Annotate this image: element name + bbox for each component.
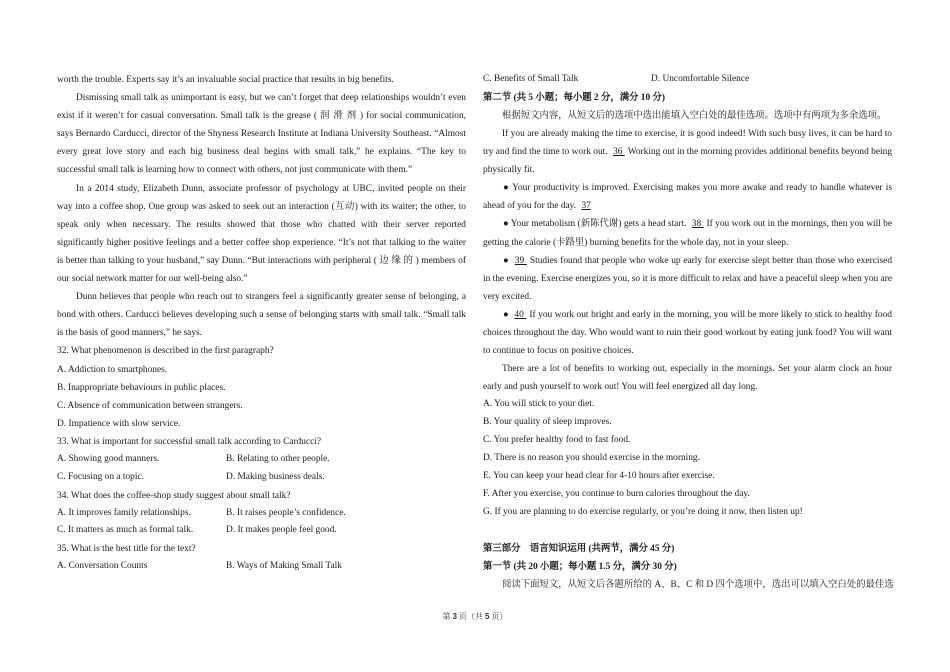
part-heading: 第三部分 语言知识运用 (共两节，满分 45 分) xyxy=(483,543,675,554)
blank-39: 39 xyxy=(514,255,527,266)
option-c: C. Absence of communication between strangers. xyxy=(57,400,243,411)
options-row xyxy=(57,451,466,469)
question-35 xyxy=(57,540,466,576)
bullet-icon: ● xyxy=(503,255,512,266)
question-stem: 32. What phenomenon is described in the first paragraph? xyxy=(57,346,274,357)
option-a: A. Conversation Counts xyxy=(57,561,148,572)
options-row-continued xyxy=(483,71,892,89)
question-stem: 34. What does the coffee-shop study suggest about small talk? xyxy=(57,490,291,501)
question-32 xyxy=(57,342,466,432)
passage-paragraph: In a 2014 study, Elizabeth Dunn, associate professor of psychology at UBC, invited people on their way into a coffee shop. One group was asked to seek out an interaction (互动) with its waiter; the other, to speak only when necessary. The results showed that those who chatted with their server reported significantly higher positive feelings and a better coffee shop experience. “It’s not that talking to the waiter is better than talking to your husband,” say Dunn. “But interactions with peripheral ( 边 缘 的 ) members of our social network matter for our well-being also.” xyxy=(57,183,466,285)
option-b: B. Relating to other people. xyxy=(226,453,330,464)
option-c: C. Benefits of Small Talk xyxy=(483,74,579,84)
bullet-text: ● Your metabolism (新陈代谢) gets a head start. xyxy=(503,219,689,230)
option-d: D. Making business deals. xyxy=(226,471,325,482)
question-33 xyxy=(57,433,466,487)
footer-middle: 页（共 xyxy=(457,612,485,621)
option-d: D. Uncomfortable Silence xyxy=(651,74,750,84)
bullet-text: If you work out in the mornings, then you will be getting the calorie (卡路里) burning benefits for the whole day, not in your sleep. xyxy=(483,219,893,248)
spacer xyxy=(483,522,892,540)
option-d: D. It makes people feel good. xyxy=(226,525,337,536)
section-instruction: 阅读下面短文，从短文后各题所给的 A、B、C 和 D 四个选项中，选出可以填入空白处的最佳选 xyxy=(502,579,894,590)
choice-d: D. There is no reason you should exercise in the morning. xyxy=(483,453,700,464)
page-total: 5 xyxy=(485,612,490,621)
choice-c: C. You prefer healthy food to fast food. xyxy=(483,435,631,446)
choice-f: F. After you exercise, you continue to burn calories throughout the day. xyxy=(483,488,750,499)
choice-g: G. If you are planning to do exercise regularly, or you’re doing it now, then listen up! xyxy=(483,506,803,517)
intro-text: If you are already making the time to exercise, it is good indeed! With such busy lives, it can be hard to try and find the time to work out. xyxy=(483,128,892,158)
question-stem: 33. What is important for successful small talk according to Carducci? xyxy=(57,436,322,447)
passage-paragraph: Dismissing small talk as unimportant is easy, but we can’t forget that deep relationships wouldn’t even exist if it weren’t for casual conversation. Small talk is the grease ( 润 滑 剂 ) for social communication, says Bernardo Carducci, director of the Shyness Research Institute at Indiana University Southeast. “Almost every great love story and each big business deal begins with small talk,” he explains. “The key to successful small talk is learning how to connect with others, not just communicate with them.” xyxy=(57,93,466,176)
blank-37: 37 xyxy=(581,201,591,212)
option-c: C. It matters as much as formal talk. xyxy=(57,525,194,536)
option-a: A. Addiction to smartphones. xyxy=(57,364,168,375)
blank-40: 40 xyxy=(514,309,527,320)
options-row xyxy=(57,505,466,523)
options-row xyxy=(57,522,466,540)
question-stem: 35. What is the best title for the text? xyxy=(57,544,196,555)
answer-choices xyxy=(483,396,892,521)
options-row xyxy=(57,558,466,576)
option-b: B. Inappropriate behaviours in public places. xyxy=(57,382,226,393)
passage-paragraph-continued: worth the trouble. Experts say it’s an invaluable social practice that results in big benefits. xyxy=(57,75,394,85)
passage-paragraph: Dunn believes that people who reach out to strangers feel a significantly greater sense of belonging, a bond with others. Carducci believes developing such a sense of belonging starts with small talk. “Small talk is the basis of good manners,” he says. xyxy=(57,292,466,339)
option-d: D. Impatience with slow service. xyxy=(57,418,181,429)
passage-conclusion: There are a lot of benefits to working out, especially in the mornings. Set your alarm clock an hour early and push yourself to work out! You will feel energized all day long. xyxy=(483,364,892,393)
option-b: B. Ways of Making Small Talk xyxy=(226,561,342,572)
options-row xyxy=(57,469,466,487)
question-34 xyxy=(57,487,466,541)
section-heading: 第二节 (共 5 小题；每小题 2 分，满分 10 分) xyxy=(483,92,666,103)
bullet-paragraph xyxy=(483,252,892,306)
section-instruction: 根据短文内容，从短文后的选项中选出能填入空白处的最佳选项。选项中有两项为多余选项。 xyxy=(502,110,887,121)
bullet-icon: ● xyxy=(503,309,512,320)
footer-prefix: 第 xyxy=(442,612,453,621)
passage-intro xyxy=(483,125,892,179)
option-a: A. Showing good manners. xyxy=(57,453,160,464)
footer-suffix: 页） xyxy=(489,612,508,621)
page-number: 3 xyxy=(452,612,457,621)
choice-b: B. Your quality of sleep improves. xyxy=(483,417,612,428)
bullet-paragraph xyxy=(483,306,892,360)
option-a: A. It improves family relationships. xyxy=(57,507,191,518)
page-footer xyxy=(0,611,950,622)
choice-a: A. You will stick to your diet. xyxy=(483,399,595,410)
left-column xyxy=(57,71,466,576)
choice-e: E. You can keep your head clear for 4-10 hours after exercise. xyxy=(483,470,715,481)
blank-38: 38 xyxy=(691,219,704,230)
bullet-text: Studies found that people who woke up early for exercise slept better than those who exercised in the evening. Exercise energizes you, so it is more difficult to relax and have a peaceful sleep when you are very excited. xyxy=(483,255,893,302)
right-column xyxy=(483,71,892,594)
bullet-paragraph xyxy=(483,179,892,215)
option-c: C. Focusing on a topic. xyxy=(57,471,144,482)
blank-36: 36 xyxy=(613,147,625,158)
bullet-paragraph xyxy=(483,215,892,251)
section-heading: 第一节 (共 20 小题；每小题 1.5 分，满分 30 分) xyxy=(483,561,677,572)
intro-text: Working out in the morning provides additional benefits beyond being physically fit. xyxy=(483,147,893,176)
bullet-text: ● Your productivity is improved. Exercising makes you more awake and ready to handle whatever is ahead of you for the day. xyxy=(483,183,892,212)
option-b: B. It raises people’s confidence. xyxy=(226,507,346,518)
bullet-text: If you work out bright and early in the morning, you will be more likely to stick to healthy food choices throughout the day. Who would want to ruin their good workout by eating junk food? You will want to continue to focus on positive choices. xyxy=(483,309,892,357)
